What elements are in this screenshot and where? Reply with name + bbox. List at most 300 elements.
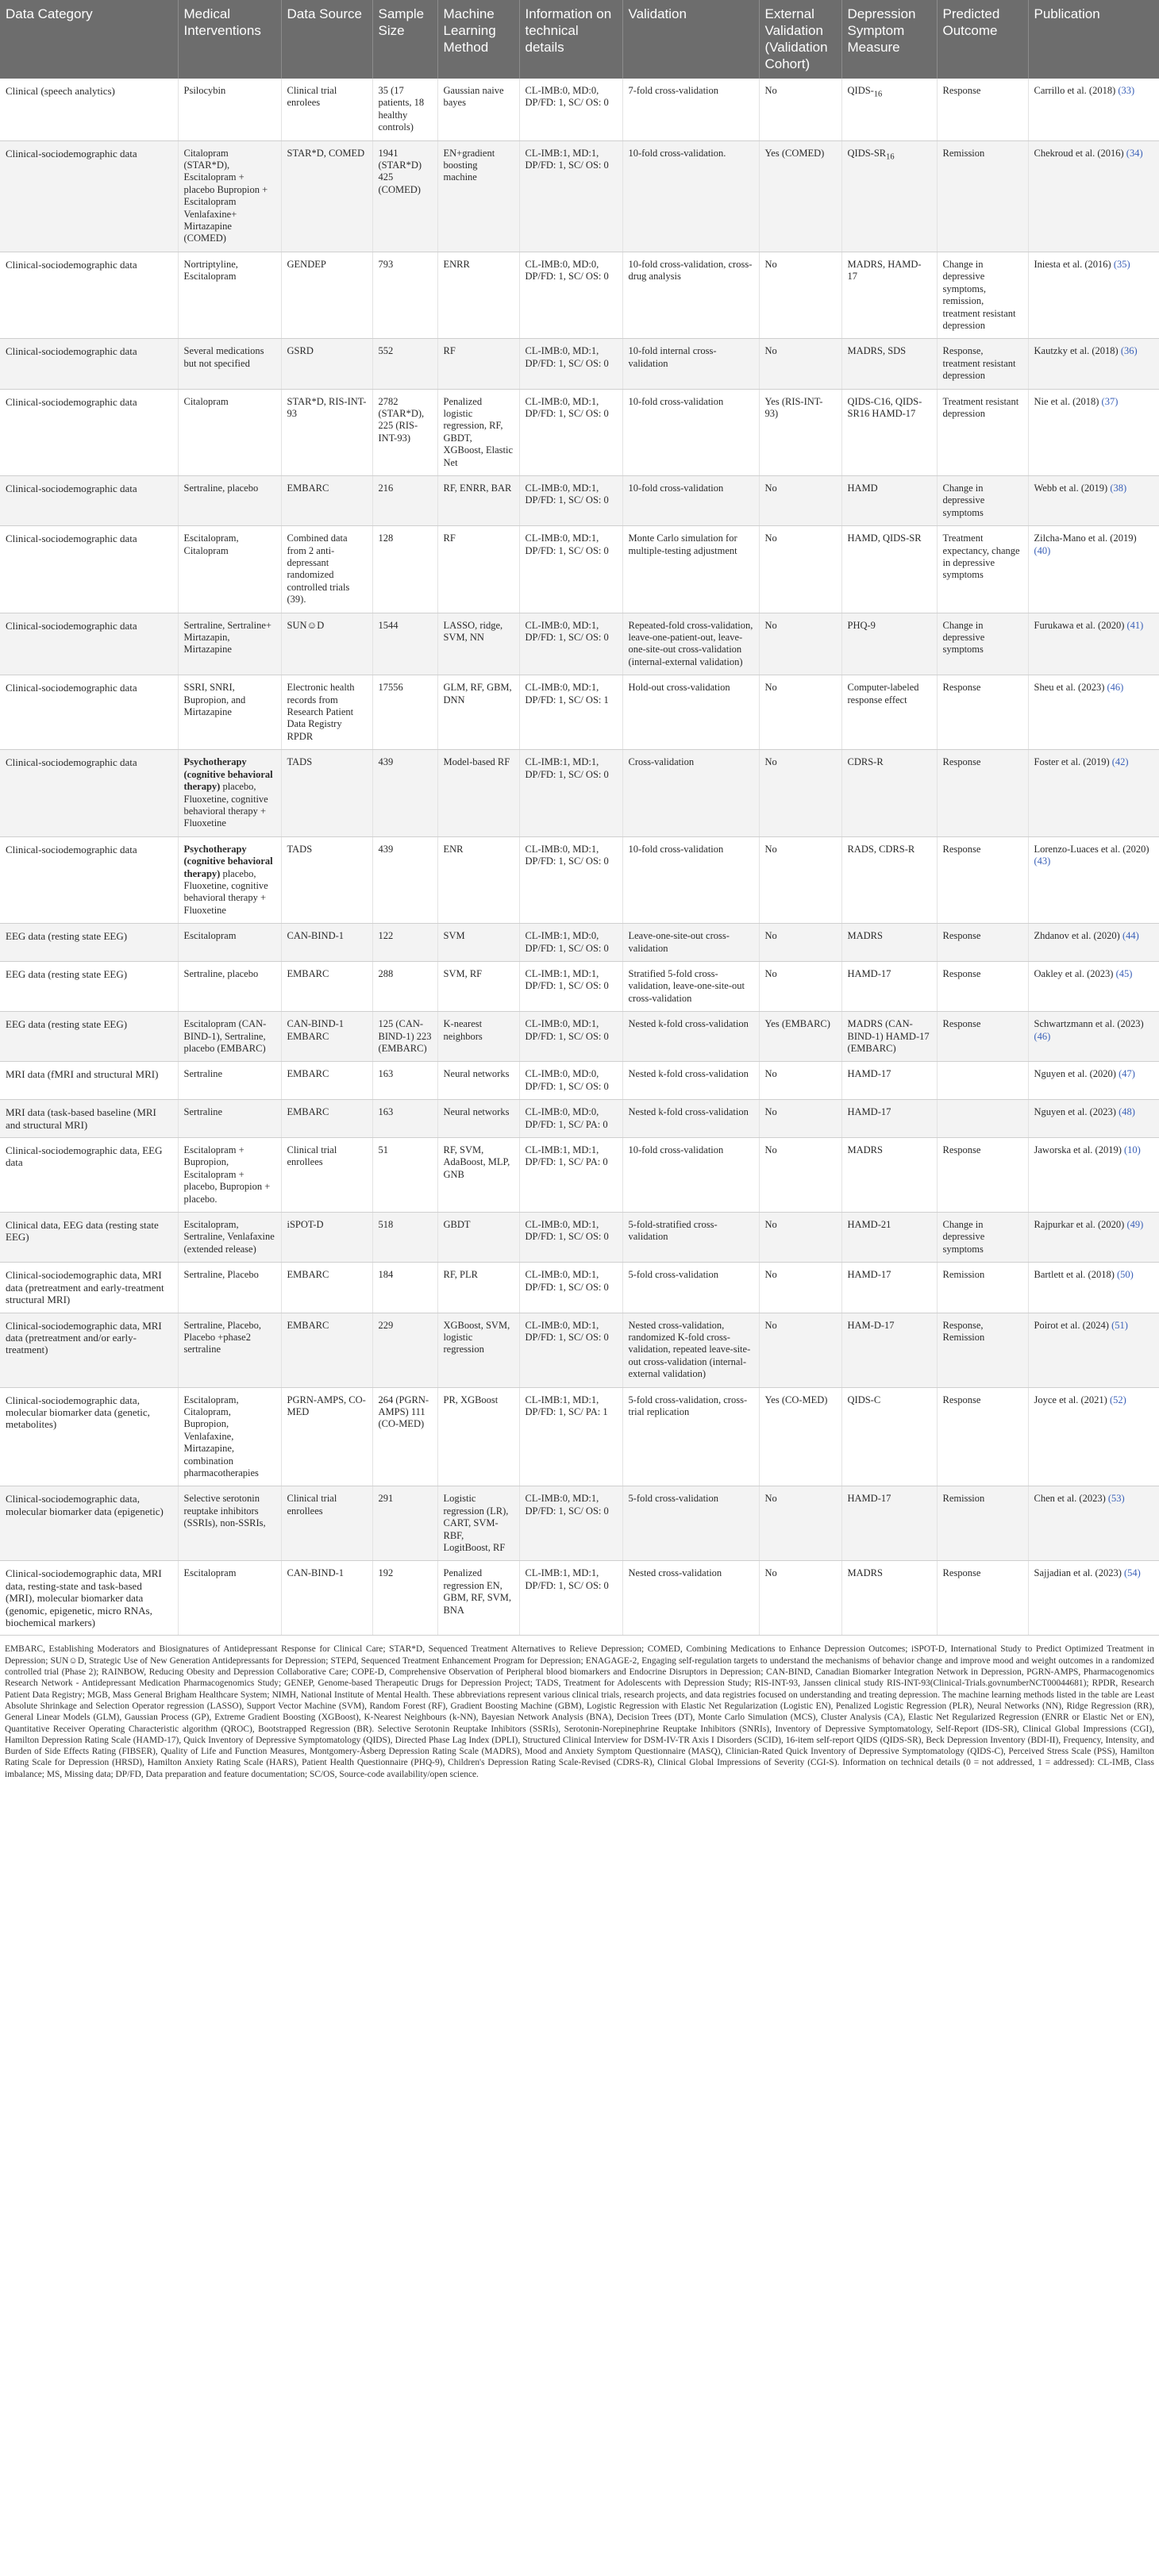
technical-details-cell: CL-IMB:0, MD:1, DP/FD: 1, SC/ OS: 0	[519, 1263, 622, 1313]
table-row	[0, 1313, 1159, 1387]
external-validation-cell: No	[759, 1561, 841, 1636]
publication-cell	[1028, 475, 1159, 525]
publication-text: Zilcha-Mano et al. (2019)	[1034, 533, 1137, 544]
publication-cell	[1028, 836, 1159, 923]
sample-size-cell: 518	[372, 1213, 437, 1263]
sample-size-cell: 125 (CAN-BIND-1) 223 (EMBARC)	[372, 1012, 437, 1062]
symptom-measure-cell	[841, 750, 937, 836]
sample-size-cell: 552	[372, 339, 437, 389]
reference-link[interactable]: (34)	[1126, 147, 1143, 159]
reference-link[interactable]: (46)	[1107, 682, 1124, 694]
data-category-cell: Clinical-sociodemographic data	[0, 389, 178, 475]
technical-details-cell: CL-IMB:0, MD:1, DP/FD: 1, SC/ OS: 0	[519, 526, 622, 613]
external-validation-cell: No	[759, 924, 841, 962]
publication-text: Zhdanov et al. (2020)	[1034, 930, 1122, 942]
table-row	[0, 1486, 1159, 1561]
external-validation-cell: No	[759, 79, 841, 140]
table-row	[0, 961, 1159, 1011]
publication-text: Chen et al. (2023)	[1034, 1493, 1108, 1505]
publication-cell	[1028, 339, 1159, 389]
column-header: Sample Size	[372, 0, 437, 79]
interventions-cell: Escitalopram, Citalopram, Bupropion, Venlafaxine, Mirtazapine, combination pharmacotherapies	[178, 1387, 281, 1486]
measure-text: MADRS	[847, 1567, 883, 1579]
ml-method-cell: Penalized regression EN, GBM, RF, SVM, BNA	[437, 1561, 519, 1636]
predicted-outcome-cell: Response	[937, 836, 1028, 923]
predicted-outcome-cell: Response, treatment resistant depression	[937, 339, 1028, 389]
sample-size-cell: 17556	[372, 675, 437, 750]
publication-cell	[1028, 613, 1159, 675]
table-header	[0, 0, 1159, 79]
data-category-cell: MRI data (task-based baseline (MRI and structural MRI)	[0, 1100, 178, 1138]
ml-method-cell: Neural networks	[437, 1100, 519, 1138]
validation-cell: 10-fold cross-validation	[622, 475, 759, 525]
validation-cell: Leave-one-site-out cross-validation	[622, 924, 759, 962]
ml-method-cell: ENRR	[437, 252, 519, 338]
measure-text: MADRS, HAMD-17	[847, 258, 922, 283]
external-validation-cell: No	[759, 961, 841, 1011]
data-category-cell: EEG data (resting state EEG)	[0, 961, 178, 1011]
technical-details-cell: CL-IMB:1, MD:0, DP/FD: 1, SC/ OS: 0	[519, 924, 622, 962]
column-header: Data Category	[0, 0, 178, 79]
validation-cell: 5-fold cross-validation, cross-trial replication	[622, 1387, 759, 1486]
sample-size-cell: 163	[372, 1062, 437, 1100]
symptom-measure-cell	[841, 1263, 937, 1313]
symptom-measure-cell	[841, 252, 937, 338]
predicted-outcome-cell: Treatment expectancy, change in depressive symptoms	[937, 526, 1028, 613]
predicted-outcome-cell: Change in depressive symptoms, remission, treatment resistant depression	[937, 252, 1028, 338]
reference-link[interactable]: (42)	[1111, 756, 1129, 768]
ml-method-cell: RF, SVM, AdaBoost, MLP, GNB	[437, 1138, 519, 1213]
publication-text: Sheu et al. (2023)	[1034, 682, 1107, 694]
table-row	[0, 252, 1159, 338]
reference-link[interactable]: (38)	[1110, 482, 1127, 494]
interventions-cell: Escitalopram, Sertraline, Venlafaxine (extended release)	[178, 1213, 281, 1263]
validation-cell: 5-fold cross-validation	[622, 1486, 759, 1561]
technical-details-cell: CL-IMB:0, MD:1, DP/FD: 1, SC/ OS: 0	[519, 1213, 622, 1263]
table-row	[0, 1138, 1159, 1213]
publication-cell	[1028, 526, 1159, 613]
predicted-outcome-cell: Remission	[937, 1486, 1028, 1561]
measure-text: HAMD	[847, 482, 878, 494]
sample-size-cell: 439	[372, 750, 437, 836]
interventions-cell: Several medications but not specified	[178, 339, 281, 389]
ml-method-cell: Neural networks	[437, 1062, 519, 1100]
validation-cell: 10-fold cross-validation.	[622, 140, 759, 252]
measure-text: PHQ-9	[847, 619, 876, 631]
column-header: Depression Symptom Measure	[841, 0, 937, 79]
data-category-cell: Clinical-sociodemographic data	[0, 613, 178, 675]
technical-details-cell: CL-IMB:1, MD:1, DP/FD: 1, SC/ OS: 0	[519, 1561, 622, 1636]
data-category-cell: Clinical-sociodemographic data, MRI data, resting-state and task-based (MRI), molecular biomarker data (genomic, epigenetic, micro RNAs, biochemical markers)	[0, 1561, 178, 1636]
validation-cell: Nested k-fold cross-validation	[622, 1100, 759, 1138]
publication-text: Iniesta et al. (2016)	[1034, 258, 1114, 270]
interventions-cell: Nortriptyline, Escitalopram	[178, 252, 281, 338]
data-category-cell: Clinical-sociodemographic data	[0, 140, 178, 252]
sample-size-cell: 793	[372, 252, 437, 338]
external-validation-cell: Yes (COMED)	[759, 140, 841, 252]
interventions-cell: Sertraline, Placebo, Placebo +phase2 sertraline	[178, 1313, 281, 1387]
data-category-cell: Clinical-sociodemographic data	[0, 836, 178, 923]
reference-link[interactable]: (52)	[1109, 1394, 1126, 1405]
reference-link[interactable]: (49)	[1126, 1219, 1144, 1231]
validation-cell: 5-fold-stratified cross-validation	[622, 1213, 759, 1263]
data-category-cell: Clinical-sociodemographic data, molecular biomarker data (genetic, metabolites)	[0, 1387, 178, 1486]
reference-link[interactable]: (37)	[1101, 395, 1119, 407]
reference-link[interactable]: (54)	[1124, 1567, 1141, 1579]
interventions-cell: Escitalopram	[178, 1561, 281, 1636]
predicted-outcome-cell: Response	[937, 961, 1028, 1011]
publication-cell	[1028, 1062, 1159, 1100]
ml-method-cell: RF	[437, 526, 519, 613]
publication-cell	[1028, 675, 1159, 750]
symptom-measure-cell	[841, 836, 937, 923]
publication-cell	[1028, 1012, 1159, 1062]
table-row	[0, 1100, 1159, 1138]
data-source-cell: EMBARC	[281, 1263, 372, 1313]
data-source-cell: STAR*D, COMED	[281, 140, 372, 252]
interventions-cell: Sertraline, Sertraline+ Mirtazapin, Mirtazapine	[178, 613, 281, 675]
data-category-cell: Clinical data, EEG data (resting state EEG)	[0, 1213, 178, 1263]
predicted-outcome-cell: Change in depressive symptoms	[937, 613, 1028, 675]
external-validation-cell: No	[759, 339, 841, 389]
data-category-cell: Clinical-sociodemographic data, molecular biomarker data (epigenetic)	[0, 1486, 178, 1561]
column-header: Validation	[622, 0, 759, 79]
sample-size-cell: 122	[372, 924, 437, 962]
symptom-measure-cell	[841, 1313, 937, 1387]
measure-text: HAMD-17	[847, 1269, 891, 1281]
external-validation-cell: No	[759, 613, 841, 675]
external-validation-cell: No	[759, 1486, 841, 1561]
measure-text: HAMD-17	[847, 1493, 891, 1505]
sample-size-cell: 288	[372, 961, 437, 1011]
sample-size-cell: 291	[372, 1486, 437, 1561]
data-category-cell: Clinical-sociodemographic data	[0, 526, 178, 613]
validation-cell: 10-fold cross-validation, cross-drug analysis	[622, 252, 759, 338]
data-category-cell: Clinical-sociodemographic data, MRI data (pretreatment and early-treatment structural MRI)	[0, 1263, 178, 1313]
sample-size-cell: 1544	[372, 613, 437, 675]
data-source-cell: CAN-BIND-1	[281, 1561, 372, 1636]
reference-link[interactable]: (45)	[1115, 967, 1133, 979]
external-validation-cell: Yes (RIS-INT-93)	[759, 389, 841, 475]
ml-method-cell: EN+gradient boosting machine	[437, 140, 519, 252]
external-validation-cell: No	[759, 750, 841, 836]
publication-text: Chekroud et al. (2016)	[1034, 147, 1126, 159]
measure-text: Computer-labeled response effect	[847, 682, 919, 706]
publication-cell	[1028, 1263, 1159, 1313]
publication-text: Foster et al. (2019)	[1034, 756, 1112, 768]
data-category-cell: EEG data (resting state EEG)	[0, 1012, 178, 1062]
table-body	[0, 79, 1159, 1636]
technical-details-cell: CL-IMB:0, MD:0, DP/FD: 1, SC/ OS: 0	[519, 1062, 622, 1100]
data-source-cell: CAN-BIND-1 EMBARC	[281, 1012, 372, 1062]
column-header: Information on technical details	[519, 0, 622, 79]
measure-text: MADRS	[847, 930, 883, 942]
interventions-cell: Escitalopram + Bupropion, Escitalopram + placebo, Bupropion + placebo.	[178, 1138, 281, 1213]
predicted-outcome-cell: Response	[937, 675, 1028, 750]
reference-link[interactable]: (33)	[1118, 85, 1135, 96]
technical-details-cell: CL-IMB:1, MD:1, DP/FD: 1, SC/ PA: 0	[519, 1138, 622, 1213]
technical-details-cell: CL-IMB:0, MD:1, DP/FD: 1, SC/ OS: 0	[519, 1486, 622, 1561]
ml-method-cell: Logistic regression (LR), CART, SVM-RBF, LogitBoost, RF	[437, 1486, 519, 1561]
reference-link[interactable]: (46)	[1034, 1030, 1051, 1042]
header-row	[0, 0, 1159, 79]
predicted-outcome-cell: Response	[937, 924, 1028, 962]
interventions-cell: Escitalopram	[178, 924, 281, 962]
predicted-outcome-cell: Response	[937, 1138, 1028, 1213]
technical-details-cell: CL-IMB:0, MD:1, DP/FD: 1, SC/ OS: 0	[519, 613, 622, 675]
technical-details-cell: CL-IMB:0, MD:0, DP/FD: 1, SC/ PA: 0	[519, 1100, 622, 1138]
ml-method-cell: XGBoost, SVM, logistic regression	[437, 1313, 519, 1387]
symptom-measure-cell	[841, 389, 937, 475]
validation-cell: Stratified 5-fold cross-validation, leave-one-site-out cross-validation	[622, 961, 759, 1011]
predicted-outcome-cell: Response	[937, 79, 1028, 140]
publication-text: Lorenzo-Luaces et al. (2020)	[1034, 843, 1149, 855]
sample-size-cell: 1941 (STAR*D) 425 (COMED)	[372, 140, 437, 252]
external-validation-cell: No	[759, 252, 841, 338]
symptom-measure-cell	[841, 1100, 937, 1138]
sample-size-cell: 2782 (STAR*D), 225 (RIS-INT-93)	[372, 389, 437, 475]
reference-link[interactable]: (53)	[1107, 1493, 1125, 1505]
data-source-cell: Clinical trial enrolees	[281, 79, 372, 140]
external-validation-cell: No	[759, 526, 841, 613]
measure-text: QIDS-SR	[847, 147, 887, 159]
technical-details-cell: CL-IMB:0, MD:1, DP/FD: 1, SC/ OS: 0	[519, 339, 622, 389]
publication-cell	[1028, 79, 1159, 140]
interventions-cell: Citalopram (STAR*D), Escitalopram + placebo Bupropion + Escitalopram Venlafaxine+ Mirtazapine (COMED)	[178, 140, 281, 252]
predicted-outcome-cell: Change in depressive symptoms	[937, 1213, 1028, 1263]
predicted-outcome-cell: Change in depressive symptoms	[937, 475, 1028, 525]
measure-text: HAMD-21	[847, 1219, 891, 1231]
measure-text: HAM-D-17	[847, 1319, 895, 1331]
external-validation-cell: No	[759, 1263, 841, 1313]
data-category-cell: Clinical-sociodemographic data	[0, 339, 178, 389]
validation-cell: Nested cross-validation	[622, 1561, 759, 1636]
technical-details-cell: CL-IMB:1, MD:1, DP/FD: 1, SC/ PA: 1	[519, 1387, 622, 1486]
sample-size-cell: 229	[372, 1313, 437, 1387]
predicted-outcome-cell: Remission	[937, 1263, 1028, 1313]
external-validation-cell: No	[759, 1100, 841, 1138]
data-source-cell: Combined data from 2 anti-depressant randomized controlled trials (39).	[281, 526, 372, 613]
publication-text: Webb et al. (2019)	[1034, 482, 1111, 494]
interventions-cell: Citalopram	[178, 389, 281, 475]
publication-text: Joyce et al. (2021)	[1034, 1394, 1110, 1405]
table-row	[0, 339, 1159, 389]
reference-link[interactable]: (10)	[1124, 1144, 1141, 1156]
publication-cell	[1028, 252, 1159, 338]
symptom-measure-cell	[841, 1062, 937, 1100]
interventions-cell	[178, 836, 281, 923]
publication-cell	[1028, 1100, 1159, 1138]
table-row	[0, 750, 1159, 836]
publication-text: Nguyen et al. (2023)	[1034, 1106, 1119, 1118]
publication-cell	[1028, 961, 1159, 1011]
reference-link[interactable]: (36)	[1120, 345, 1138, 357]
ml-method-cell: PR, XGBoost	[437, 1387, 519, 1486]
reference-link[interactable]: (48)	[1119, 1106, 1135, 1118]
symptom-measure-cell	[841, 1486, 937, 1561]
publication-text: Carrillo et al. (2018)	[1034, 85, 1119, 96]
technical-details-cell: CL-IMB:0, MD:0, DP/FD: 1, SC/ OS: 0	[519, 252, 622, 338]
external-validation-cell: No	[759, 836, 841, 923]
measure-text: RADS, CDRS-R	[847, 843, 915, 855]
reference-link[interactable]: (47)	[1119, 1068, 1135, 1080]
intervention-bold-text: Psychotherapy (cognitive behavioral therapy)	[183, 843, 273, 879]
symptom-measure-cell	[841, 961, 937, 1011]
table-row	[0, 1012, 1159, 1062]
measure-text: HAMD, QIDS-SR	[847, 533, 922, 544]
column-header: Publication	[1028, 0, 1159, 79]
interventions-cell: Selective serotonin reuptake inhibitors (SSRIs), non-SSRIs,	[178, 1486, 281, 1561]
validation-cell: Repeated-fold cross-validation, leave-one-patient-out, leave-one-site-out cross-validation (internal-external validation)	[622, 613, 759, 675]
data-category-cell: EEG data (resting state EEG)	[0, 924, 178, 962]
measure-text: HAMD-17	[847, 1068, 891, 1080]
interventions-cell: Escitalopram, Citalopram	[178, 526, 281, 613]
column-header: Medical Interventions	[178, 0, 281, 79]
data-source-cell: Electronic health records from Research Patient Data Registry RPDR	[281, 675, 372, 750]
sample-size-cell: 192	[372, 1561, 437, 1636]
data-source-cell: TADS	[281, 836, 372, 923]
validation-cell: 5-fold cross-validation	[622, 1263, 759, 1313]
symptom-measure-cell	[841, 924, 937, 962]
external-validation-cell: Yes (CO-MED)	[759, 1387, 841, 1486]
reference-link[interactable]: (35)	[1113, 258, 1130, 270]
validation-cell: 10-fold internal cross-validation	[622, 339, 759, 389]
table-row	[0, 79, 1159, 140]
validation-cell: 7-fold cross-validation	[622, 79, 759, 140]
sample-size-cell: 216	[372, 475, 437, 525]
measure-subscript: 16	[873, 90, 883, 99]
ml-method-cell: ENR	[437, 836, 519, 923]
validation-cell: Nested cross-validation, randomized K-fold cross-validation, repeated leave-site-out cross-validation (internal-external validation)	[622, 1313, 759, 1387]
interventions-cell: Sertraline	[178, 1100, 281, 1138]
data-category-cell: Clinical-sociodemographic data	[0, 252, 178, 338]
predicted-outcome-cell	[937, 1062, 1028, 1100]
publication-text: Bartlett et al. (2018)	[1034, 1269, 1117, 1281]
measure-text: MADRS	[847, 1144, 883, 1156]
table-row	[0, 389, 1159, 475]
sample-size-cell: 128	[372, 526, 437, 613]
predicted-outcome-cell: Response, Remission	[937, 1313, 1028, 1387]
reference-link[interactable]: (44)	[1122, 930, 1139, 942]
ml-method-cell: Gaussian naive bayes	[437, 79, 519, 140]
table-row	[0, 675, 1159, 750]
data-source-cell: Clinical trial enrollees	[281, 1486, 372, 1561]
reference-link[interactable]: (50)	[1116, 1269, 1134, 1281]
data-source-cell: CAN-BIND-1	[281, 924, 372, 962]
sample-size-cell: 439	[372, 836, 437, 923]
interventions-cell: Escitalopram (CAN-BIND-1), Sertraline, placebo (EMBARC)	[178, 1012, 281, 1062]
interventions-cell: Sertraline, placebo	[178, 475, 281, 525]
measure-text: QIDS-	[847, 85, 874, 96]
sample-size-cell: 264 (PGRN-AMPS) 111 (CO-MED)	[372, 1387, 437, 1486]
ml-method-cell: RF	[437, 339, 519, 389]
ml-method-cell: K-nearest neighbors	[437, 1012, 519, 1062]
symptom-measure-cell	[841, 1138, 937, 1213]
technical-details-cell: CL-IMB:1, MD:1, DP/FD: 1, SC/ OS: 0	[519, 961, 622, 1011]
publication-text: Schwartzmann et al. (2023)	[1034, 1018, 1144, 1030]
data-source-cell: iSPOT-D	[281, 1213, 372, 1263]
publication-text: Nie et al. (2018)	[1034, 395, 1102, 407]
symptom-measure-cell	[841, 339, 937, 389]
table-footnote: EMBARC, Establishing Moderators and Biosignatures of Antidepressant Response for Clinical Care; STAR*D, Sequenced Treatment Alternatives to Relieve Depression; COMED, Combining Medications to Enhance Depression Outcomes; iSPOT-D, International Study to Predict Optimized Treatment in Depression; SUN☺D, Strategic Use of New Generation Antidepressants for Depression; STEPd, Sequenced Treatment Enhancement Program for Depression; ENAGAGE-2, Engaging self-regulation targets to understand the mechanisms of behavior change and improve mood and weight outcomes in a randomized controlled trial (Phase 2); RAINBOW, Reducing Obesity and Depression Collaborative Care; COPE-D, Comprehensive Observation of Peripheral blood biomarkers and Endocrine Disruptors in Depression; CAN-BIND, Canadian Biomarker Integration Network in Depression, PGRN-AMPS, Pharmacogenomics Research Network - Antidepressant Medication Pharmacogenomics Study; GENEP, Genome-based Therapeutic Drugs for Depression Project; TADS, Treatment for Adolescents with Depression Study; RIS-INT-93, Janssen clinical study RIS-INT-93(Clinical-Trials.govnumberNCT00044681); RPDR, Research Patient Data Registry; MGB, Mass General Brigham Healthcare System; NIMH, National Institute of Mental Health. These abbreviations represent various clinical trials, research projects, and data registries focused on understanding and treating depression. The machine learning methods listed in the table are Least Absolute Shrinkage and Selection Operator regression (LASSO), Support Vector Machine (SVM), Random Forest (RF), Gradient Boosting Machine (GBM), Logistic Regression with Elastic Net Regularization (Logistic EN), Penalized Logistic Regression (PLR), Neural Networks (NN), Ridge Regression (RR), General Linear Models (GLM), Gaussian Process (GP), Extreme Gradient Boosting (XGBoost), K-Nearest Neighbours (k-NN), Bayesian Network Analysis (BNA), Decision Trees (DT), Monte Carlo Simulation (MCS), Cluster Analysis (CA), Elastic Net Regularized Regression (ENRR or Elastic Net or EN), Quantitative Receiver Operating Characteristic algorithm (QROC), Bootstrapped Regression (BR). Selective Serotonin Reuptake Inhibitors (SSRIs), Serotonin-Norepinephrine Reuptake Inhibitors (SNRIs), Inventory of Depressive Symptomatology, Self-Report (IDS-SR), Clinical Global Impressions (CGI), Hamilton Depression Rating Scale (HAMD-17), Quick Inventory of Depressive Symptomatology (QIDS), Directed Phase Lag Index (DPLI), Structured Clinical Interview for DSM-IV-TR Axis I Disorders (SCID), 16-item self-report QIDS (QIDS-SR), Beck Depression Inventory (BDI-II), Frequency, Intensity, and Burden of Side Effects Rating (FIBSER), Quality of Life and Function Measures, Montgomery-Åsberg Depression Rating Scale (MADRS), Mood and Anxiety Symptom Questionnaire (MASQ), Clinician-Rated Quick Inventory of Depressive Symptomatology (QIDS-C), Perceived Stress Scale (PSS), Hamilton Rating Scale for Depression (HRSD), Hamilton Anxiety Rating Scale (HARS), Patient Health Questionnaire (PHQ-9), Children's Depression Rating Scale-Revised (CDRS-R), Clinical Global Impressions of Severity (CGI-S). Information on technical details (0 = not addressed, 1 = addressed): CL-IMB, Class imbalance; MS, Missing data; DP/FD, Data preparation and feature documentation; SC/OS, Source-code availability/open science.	[5, 1644, 1154, 1779]
data-category-cell: Clinical-sociodemographic data	[0, 675, 178, 750]
symptom-measure-cell	[841, 613, 937, 675]
validation-cell: Nested k-fold cross-validation	[622, 1012, 759, 1062]
symptom-measure-cell	[841, 1387, 937, 1486]
external-validation-cell: No	[759, 1138, 841, 1213]
reference-link[interactable]: (51)	[1111, 1319, 1128, 1331]
symptom-measure-cell	[841, 1012, 937, 1062]
sample-size-cell: 35 (17 patients, 18 healthy controls)	[372, 79, 437, 140]
measure-subscript: 16	[886, 152, 895, 162]
publication-text: Sajjadian et al. (2023)	[1034, 1567, 1125, 1579]
table-row	[0, 140, 1159, 252]
measure-text: QIDS-C16, QIDS-SR16 HAMD-17	[847, 395, 922, 419]
technical-details-cell: CL-IMB:1, MD:1, DP/FD: 1, SC/ OS: 0	[519, 750, 622, 836]
validation-cell: 10-fold cross-validation	[622, 389, 759, 475]
predicted-outcome-cell: Remission	[937, 140, 1028, 252]
data-category-cell: Clinical-sociodemographic data	[0, 475, 178, 525]
technical-details-cell: CL-IMB:0, MD:1, DP/FD: 1, SC/ OS: 0	[519, 1313, 622, 1387]
symptom-measure-cell	[841, 140, 937, 252]
intervention-text: placebo, Fluoxetine, cognitive behavioral therapy + Fluoxetine	[183, 781, 268, 829]
reference-link[interactable]: (43)	[1034, 855, 1051, 867]
measure-text: CDRS-R	[847, 756, 884, 768]
interventions-cell	[178, 750, 281, 836]
data-source-cell: GENDEP	[281, 252, 372, 338]
table-row	[0, 526, 1159, 613]
publication-text: Kautzky et al. (2018)	[1034, 345, 1121, 357]
technical-details-cell: CL-IMB:0, MD:1, DP/FD: 1, SC/ OS: 0	[519, 475, 622, 525]
data-category-cell: MRI data (fMRI and structural MRI)	[0, 1062, 178, 1100]
ml-method-cell: GLM, RF, GBM, DNN	[437, 675, 519, 750]
measure-text: QIDS-C	[847, 1394, 881, 1405]
publication-cell	[1028, 389, 1159, 475]
data-source-cell: Clinical trial enrollees	[281, 1138, 372, 1213]
symptom-measure-cell	[841, 675, 937, 750]
publication-cell	[1028, 1313, 1159, 1387]
ml-method-cell: GBDT	[437, 1213, 519, 1263]
data-source-cell: TADS	[281, 750, 372, 836]
intervention-bold-text: Psychotherapy (cognitive behavioral therapy)	[183, 756, 273, 793]
interventions-cell: Sertraline, placebo	[178, 961, 281, 1011]
technical-details-cell: CL-IMB:0, MD:1, DP/FD: 1, SC/ OS: 0	[519, 836, 622, 923]
publication-text: Poirot et al. (2024)	[1034, 1319, 1112, 1331]
column-header: Data Source	[281, 0, 372, 79]
intervention-text: placebo, Fluoxetine, cognitive behavioral therapy + Fluoxetine	[183, 867, 268, 916]
ml-method-cell: RF, PLR	[437, 1263, 519, 1313]
technical-details-cell: CL-IMB:0, MD:1, DP/FD: 1, SC/ OS: 1	[519, 675, 622, 750]
table-row	[0, 1263, 1159, 1313]
data-source-cell: GSRD	[281, 339, 372, 389]
table-row	[0, 1213, 1159, 1263]
table-row	[0, 1387, 1159, 1486]
table-row	[0, 1561, 1159, 1636]
table-row	[0, 613, 1159, 675]
data-source-cell: STAR*D, RIS-INT-93	[281, 389, 372, 475]
sample-size-cell: 184	[372, 1263, 437, 1313]
ml-method-cell: Model-based RF	[437, 750, 519, 836]
symptom-measure-cell	[841, 475, 937, 525]
ml-method-cell: RF, ENRR, BAR	[437, 475, 519, 525]
reference-link[interactable]: (40)	[1034, 544, 1051, 556]
predicted-outcome-cell: Response	[937, 750, 1028, 836]
predicted-outcome-cell: Response	[937, 1012, 1028, 1062]
technical-details-cell: CL-IMB:0, MD:1, DP/FD: 1, SC/ OS: 0	[519, 389, 622, 475]
external-validation-cell: No	[759, 1313, 841, 1387]
reference-link[interactable]: (41)	[1126, 619, 1144, 631]
data-category-cell: Clinical-sociodemographic data	[0, 750, 178, 836]
